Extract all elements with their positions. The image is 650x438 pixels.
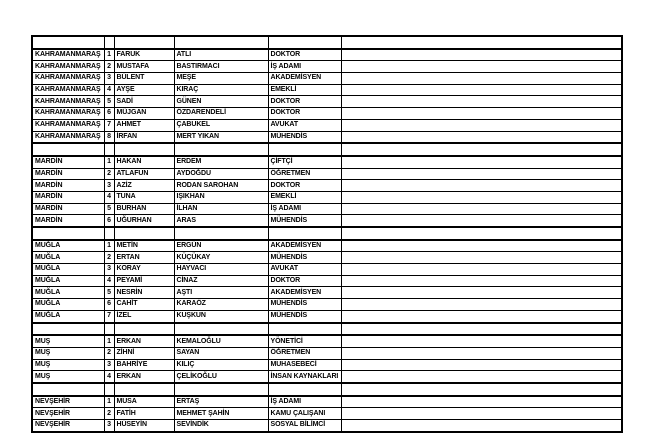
table-row (32, 156, 622, 168)
cell-last-name: ERTAŞ (174, 396, 268, 408)
table-row (32, 168, 622, 180)
cell-no: 4 (104, 371, 114, 383)
cell-no: 4 (104, 275, 114, 287)
table-row (32, 96, 622, 108)
cell-first-name: BURHAN (114, 203, 174, 215)
cell-no: 1 (104, 156, 114, 168)
cell-profession: KAMU ÇALIŞANI (268, 408, 341, 420)
cell-no: 2 (104, 408, 114, 420)
table-row (32, 119, 622, 131)
cell-city: KAHRAMANMARAŞ (32, 49, 104, 61)
table-row (32, 335, 622, 347)
table-row (32, 310, 622, 322)
cell-city (32, 143, 104, 156)
cell-first-name (114, 227, 174, 240)
cell-last-name: GÜNEN (174, 96, 268, 108)
cell-city: MARDİN (32, 215, 104, 227)
cell-profession: MUHASEBECİ (268, 359, 341, 371)
cell-notes (341, 215, 622, 227)
table-row (32, 108, 622, 120)
cell-first-name (114, 36, 174, 49)
cell-notes (341, 108, 622, 120)
cell-notes (341, 396, 622, 408)
cell-last-name: BASTIRMACI (174, 61, 268, 73)
cell-profession: MÜHENDİS (268, 252, 341, 264)
cell-profession: ÖĞRETMEN (268, 168, 341, 180)
cell-no: 1 (104, 240, 114, 252)
spacer-row (32, 383, 622, 396)
cell-last-name: KARAÖZ (174, 299, 268, 311)
blank-top-row (32, 36, 622, 49)
table-row (32, 203, 622, 215)
cell-profession (268, 323, 341, 336)
cell-first-name (114, 383, 174, 396)
table-row (32, 73, 622, 85)
table-row (32, 84, 622, 96)
cell-last-name: AYDOĞDU (174, 168, 268, 180)
table-row (32, 359, 622, 371)
cell-first-name: FARUK (114, 49, 174, 61)
table-body (32, 36, 622, 432)
cell-city: MUĞLA (32, 240, 104, 252)
cell-profession (268, 383, 341, 396)
cell-notes (341, 96, 622, 108)
cell-profession: AKADEMİSYEN (268, 240, 341, 252)
cell-city (32, 323, 104, 336)
cell-city: MUŞ (32, 371, 104, 383)
cell-last-name: ERGÜN (174, 240, 268, 252)
cell-profession: İŞ ADAMI (268, 203, 341, 215)
cell-profession: MÜHENDİS (268, 310, 341, 322)
cell-last-name: HAYVACI (174, 264, 268, 276)
cell-city: MARDİN (32, 156, 104, 168)
cell-last-name (174, 383, 268, 396)
cell-no: 6 (104, 299, 114, 311)
cell-profession: ÇİFTÇİ (268, 156, 341, 168)
cell-first-name: AYŞE (114, 84, 174, 96)
cell-notes (341, 227, 622, 240)
cell-notes (341, 371, 622, 383)
cell-last-name: ATLI (174, 49, 268, 61)
spacer-row (32, 227, 622, 240)
cell-no: 5 (104, 96, 114, 108)
table-row (32, 420, 622, 432)
cell-no: 2 (104, 252, 114, 264)
personnel-table (31, 35, 623, 433)
cell-no (104, 383, 114, 396)
cell-last-name: KÜÇÜKAY (174, 252, 268, 264)
table-row (32, 408, 622, 420)
cell-city: MARDİN (32, 203, 104, 215)
cell-first-name: METİN (114, 240, 174, 252)
cell-last-name: ÇABUKEL (174, 119, 268, 131)
cell-notes (341, 264, 622, 276)
cell-city: MUŞ (32, 347, 104, 359)
cell-city (32, 383, 104, 396)
cell-notes (341, 310, 622, 322)
cell-first-name: AZİZ (114, 180, 174, 192)
cell-notes (341, 347, 622, 359)
table-row (32, 61, 622, 73)
cell-notes (341, 359, 622, 371)
table-row (32, 191, 622, 203)
cell-notes (341, 335, 622, 347)
cell-profession (268, 143, 341, 156)
cell-profession: İŞ ADAMI (268, 61, 341, 73)
cell-first-name: AHMET (114, 119, 174, 131)
table-row (32, 275, 622, 287)
cell-no: 1 (104, 49, 114, 61)
cell-profession (268, 227, 341, 240)
cell-city (32, 36, 104, 49)
cell-city: MARDİN (32, 168, 104, 180)
cell-city: MUŞ (32, 335, 104, 347)
cell-city (32, 227, 104, 240)
cell-no: 3 (104, 359, 114, 371)
cell-notes (341, 168, 622, 180)
cell-profession: EMEKLİ (268, 191, 341, 203)
cell-city: MUĞLA (32, 264, 104, 276)
cell-no: 5 (104, 203, 114, 215)
cell-first-name: UĞURHAN (114, 215, 174, 227)
cell-first-name: ERTAN (114, 252, 174, 264)
cell-profession: DOKTOR (268, 108, 341, 120)
cell-profession (268, 36, 341, 49)
cell-no: 5 (104, 287, 114, 299)
table-row (32, 180, 622, 192)
cell-last-name (174, 227, 268, 240)
cell-last-name: ÖZDARENDELİ (174, 108, 268, 120)
table-row (32, 287, 622, 299)
cell-first-name: ZİHNİ (114, 347, 174, 359)
cell-last-name: MEHMET ŞAHİN (174, 408, 268, 420)
cell-notes (341, 252, 622, 264)
cell-notes (341, 323, 622, 336)
cell-notes (341, 131, 622, 143)
cell-city: NEVŞEHİR (32, 396, 104, 408)
cell-notes (341, 36, 622, 49)
cell-city: KAHRAMANMARAŞ (32, 131, 104, 143)
cell-notes (341, 119, 622, 131)
cell-city: KAHRAMANMARAŞ (32, 108, 104, 120)
cell-first-name (114, 143, 174, 156)
cell-city: MUĞLA (32, 252, 104, 264)
cell-profession: DOKTOR (268, 180, 341, 192)
cell-profession: EMEKLİ (268, 84, 341, 96)
cell-last-name: İLHAN (174, 203, 268, 215)
cell-profession: SOSYAL BİLİMCİ (268, 420, 341, 432)
cell-first-name: NESRİN (114, 287, 174, 299)
cell-profession: DOKTOR (268, 49, 341, 61)
cell-notes (341, 73, 622, 85)
cell-first-name: FATİH (114, 408, 174, 420)
table-row (32, 49, 622, 61)
cell-first-name: BÜLENT (114, 73, 174, 85)
cell-notes (341, 61, 622, 73)
cell-last-name: KILIÇ (174, 359, 268, 371)
cell-first-name: BAHRİYE (114, 359, 174, 371)
cell-last-name: KEMALOĞLU (174, 335, 268, 347)
cell-first-name: MUSA (114, 396, 174, 408)
table-row (32, 396, 622, 408)
cell-profession: MÜHENDİS (268, 299, 341, 311)
cell-no: 8 (104, 131, 114, 143)
cell-first-name: HÜSEYİN (114, 420, 174, 432)
table-row (32, 371, 622, 383)
cell-city: KAHRAMANMARAŞ (32, 73, 104, 85)
cell-last-name: MEŞE (174, 73, 268, 85)
cell-notes (341, 143, 622, 156)
cell-first-name: İRFAN (114, 131, 174, 143)
cell-last-name (174, 323, 268, 336)
cell-profession: AKADEMİSYEN (268, 287, 341, 299)
cell-last-name: MERT YIKAN (174, 131, 268, 143)
cell-notes (341, 84, 622, 96)
cell-city: MARDİN (32, 180, 104, 192)
cell-last-name: ARAS (174, 215, 268, 227)
spacer-row (32, 323, 622, 336)
cell-last-name: RODAN SAROHAN (174, 180, 268, 192)
cell-city: MARDİN (32, 191, 104, 203)
cell-first-name (114, 323, 174, 336)
cell-no: 3 (104, 180, 114, 192)
cell-city: NEVŞEHİR (32, 420, 104, 432)
cell-last-name: AŞTI (174, 287, 268, 299)
cell-last-name: IŞIKHAN (174, 191, 268, 203)
cell-city: MUĞLA (32, 275, 104, 287)
cell-first-name: MÜJGAN (114, 108, 174, 120)
cell-city: MUĞLA (32, 310, 104, 322)
cell-profession: İNSAN KAYNAKLARI (268, 371, 341, 383)
cell-profession: ÖĞRETMEN (268, 347, 341, 359)
cell-last-name: ERDEM (174, 156, 268, 168)
cell-notes (341, 420, 622, 432)
cell-notes (341, 180, 622, 192)
cell-notes (341, 275, 622, 287)
cell-no: 4 (104, 84, 114, 96)
cell-no: 3 (104, 73, 114, 85)
cell-profession: AVUKAT (268, 264, 341, 276)
cell-notes (341, 299, 622, 311)
cell-profession: DOKTOR (268, 275, 341, 287)
cell-no: 6 (104, 215, 114, 227)
cell-profession: İŞ ADAMI (268, 396, 341, 408)
table-row (32, 215, 622, 227)
cell-city: MUĞLA (32, 299, 104, 311)
cell-profession: AVUKAT (268, 119, 341, 131)
cell-no: 4 (104, 191, 114, 203)
cell-profession: AKADEMİSYEN (268, 73, 341, 85)
cell-first-name: ERKAN (114, 371, 174, 383)
cell-notes (341, 203, 622, 215)
cell-no: 1 (104, 335, 114, 347)
cell-first-name: ERKAN (114, 335, 174, 347)
cell-first-name: KORAY (114, 264, 174, 276)
cell-profession: MÜHENDİS (268, 215, 341, 227)
table-row (32, 264, 622, 276)
cell-city: KAHRAMANMARAŞ (32, 96, 104, 108)
cell-last-name: ÇELİKOĞLU (174, 371, 268, 383)
cell-no (104, 227, 114, 240)
cell-notes (341, 240, 622, 252)
cell-no: 3 (104, 420, 114, 432)
cell-profession: YÖNETİCİ (268, 335, 341, 347)
cell-city: KAHRAMANMARAŞ (32, 119, 104, 131)
cell-no: 1 (104, 396, 114, 408)
table-row (32, 347, 622, 359)
table-row (32, 252, 622, 264)
cell-no: 6 (104, 108, 114, 120)
cell-last-name: SAYAN (174, 347, 268, 359)
cell-last-name: KIRAÇ (174, 84, 268, 96)
table-row (32, 131, 622, 143)
cell-notes (341, 156, 622, 168)
cell-notes (341, 383, 622, 396)
cell-first-name: TUNA (114, 191, 174, 203)
cell-notes (341, 287, 622, 299)
cell-profession: DOKTOR (268, 96, 341, 108)
cell-first-name: HAKAN (114, 156, 174, 168)
cell-no (104, 36, 114, 49)
cell-profession: MÜHENDİS (268, 131, 341, 143)
cell-no: 7 (104, 119, 114, 131)
cell-no: 2 (104, 347, 114, 359)
cell-last-name (174, 36, 268, 49)
cell-no: 2 (104, 168, 114, 180)
cell-notes (341, 49, 622, 61)
cell-notes (341, 408, 622, 420)
cell-first-name: SADİ (114, 96, 174, 108)
cell-city: NEVŞEHİR (32, 408, 104, 420)
cell-first-name: İZEL (114, 310, 174, 322)
cell-first-name: ATLAFUN (114, 168, 174, 180)
cell-last-name: CİNAZ (174, 275, 268, 287)
cell-last-name: SEVİNDİK (174, 420, 268, 432)
cell-no: 3 (104, 264, 114, 276)
cell-notes (341, 191, 622, 203)
cell-first-name: PEYAMİ (114, 275, 174, 287)
cell-first-name: CAHİT (114, 299, 174, 311)
spacer-row (32, 143, 622, 156)
cell-last-name: KUŞKUN (174, 310, 268, 322)
cell-no (104, 323, 114, 336)
cell-last-name (174, 143, 268, 156)
cell-no (104, 143, 114, 156)
cell-city: MUĞLA (32, 287, 104, 299)
cell-first-name: MUSTAFA (114, 61, 174, 73)
cell-city: KAHRAMANMARAŞ (32, 84, 104, 96)
cell-city: KAHRAMANMARAŞ (32, 61, 104, 73)
table-row (32, 299, 622, 311)
cell-no: 7 (104, 310, 114, 322)
table-row (32, 240, 622, 252)
cell-city: MUŞ (32, 359, 104, 371)
cell-no: 2 (104, 61, 114, 73)
